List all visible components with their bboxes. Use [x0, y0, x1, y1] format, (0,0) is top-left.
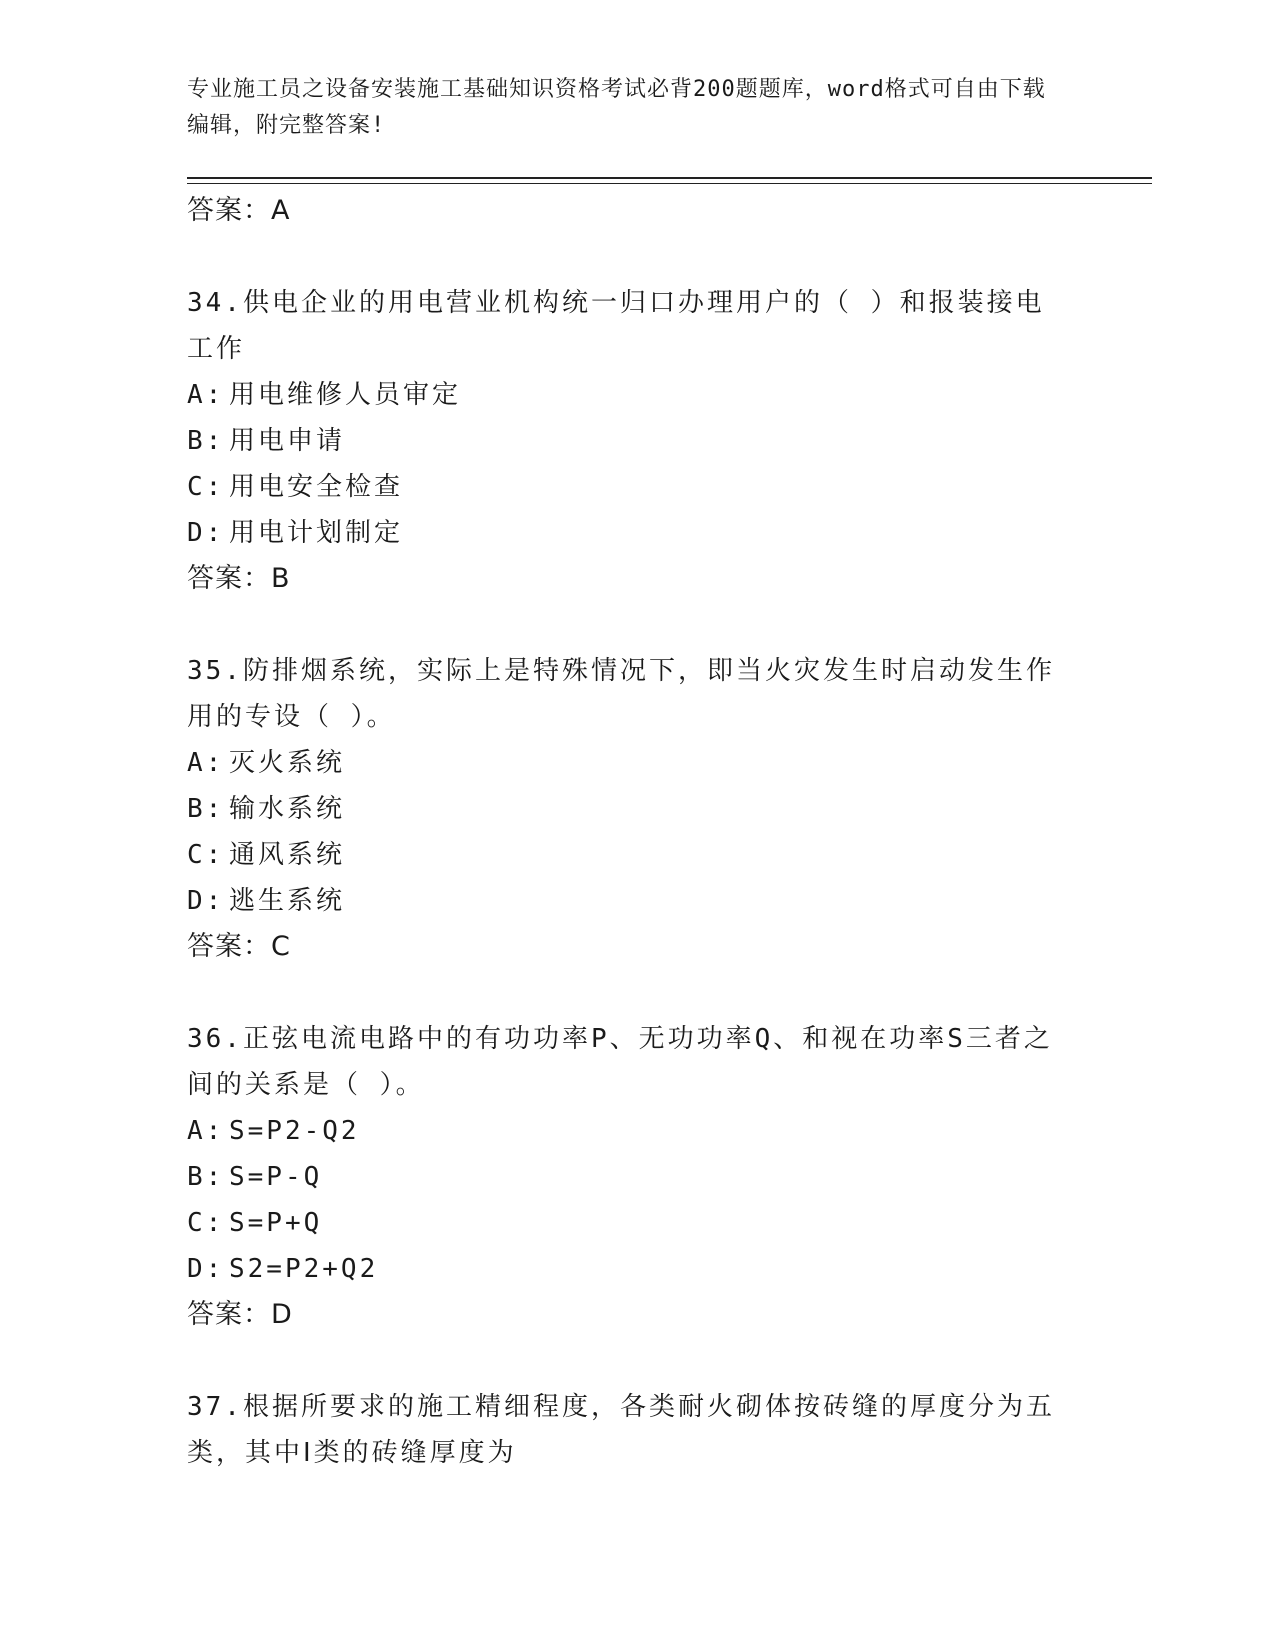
option-text: 用电计划制定 — [229, 518, 404, 548]
question-35 — [187, 648, 1087, 970]
question-stem: 36.正弦电流电路中的有功功率P、无功功率Q、和视在功率S三者之间的关系是（ ）。 — [187, 1024, 1053, 1100]
option-c — [187, 832, 1087, 878]
option-key: A: — [187, 380, 225, 410]
page-header: 专业施工员之设备安装施工基础知识资格考试必背200题题库，word格式可自由下载编辑，附完整答案! — [187, 77, 1046, 138]
question-stem: 37.根据所要求的施工精细程度，各类耐火砌体按砖缝的厚度分为五类，其中Ⅰ类的砖缝厚度为 — [187, 1392, 1055, 1468]
option-key: D: — [187, 886, 225, 916]
option-text: 用电申请 — [229, 426, 346, 456]
option-key: C: — [187, 472, 225, 502]
option-text: S2=P2+Q2 — [229, 1254, 379, 1284]
option-text: 逃生系统 — [229, 886, 346, 916]
previous-answer: 答案：A — [187, 195, 291, 226]
header-divider-thin — [187, 183, 1152, 184]
option-b — [187, 786, 1087, 832]
option-text: S=P+Q — [229, 1208, 323, 1238]
option-key: B: — [187, 794, 225, 824]
option-a — [187, 372, 1087, 418]
option-b — [187, 418, 1087, 464]
question-list — [187, 188, 1087, 1476]
option-key: D: — [187, 518, 225, 548]
question-answer: 答案：B — [187, 563, 291, 594]
question-answer: 答案：C — [187, 931, 291, 962]
option-text: 用电维修人员审定 — [229, 380, 462, 410]
option-b — [187, 1154, 1087, 1200]
option-a — [187, 1108, 1087, 1154]
option-key: C: — [187, 1208, 225, 1238]
option-key: A: — [187, 1116, 225, 1146]
option-key: B: — [187, 1162, 225, 1192]
question-answer: 答案：D — [187, 1299, 293, 1330]
option-a — [187, 740, 1087, 786]
option-text: S=P-Q — [229, 1162, 323, 1192]
option-text: 输水系统 — [229, 794, 346, 824]
option-d — [187, 878, 1087, 924]
option-key: B: — [187, 426, 225, 456]
option-text: 通风系统 — [229, 840, 346, 870]
option-key: A: — [187, 748, 225, 778]
question-36 — [187, 1016, 1087, 1338]
option-c — [187, 464, 1087, 510]
question-stem: 35.防排烟系统，实际上是特殊情况下，即当火灾发生时启动发生作用的专设（ ）。 — [187, 656, 1055, 732]
option-d — [187, 1246, 1087, 1292]
header-divider-thick — [187, 177, 1152, 179]
option-key: C: — [187, 840, 225, 870]
question-stem: 34.供电企业的用电营业机构统一归口办理用户的（ ）和报装接电工作 — [187, 288, 1045, 364]
option-text: S=P2-Q2 — [229, 1116, 360, 1146]
question-34 — [187, 280, 1087, 602]
option-d — [187, 510, 1087, 556]
option-c — [187, 1200, 1087, 1246]
option-text: 灭火系统 — [229, 748, 346, 778]
question-37 — [187, 1384, 1087, 1476]
option-key: D: — [187, 1254, 225, 1284]
option-text: 用电安全检查 — [229, 472, 404, 502]
